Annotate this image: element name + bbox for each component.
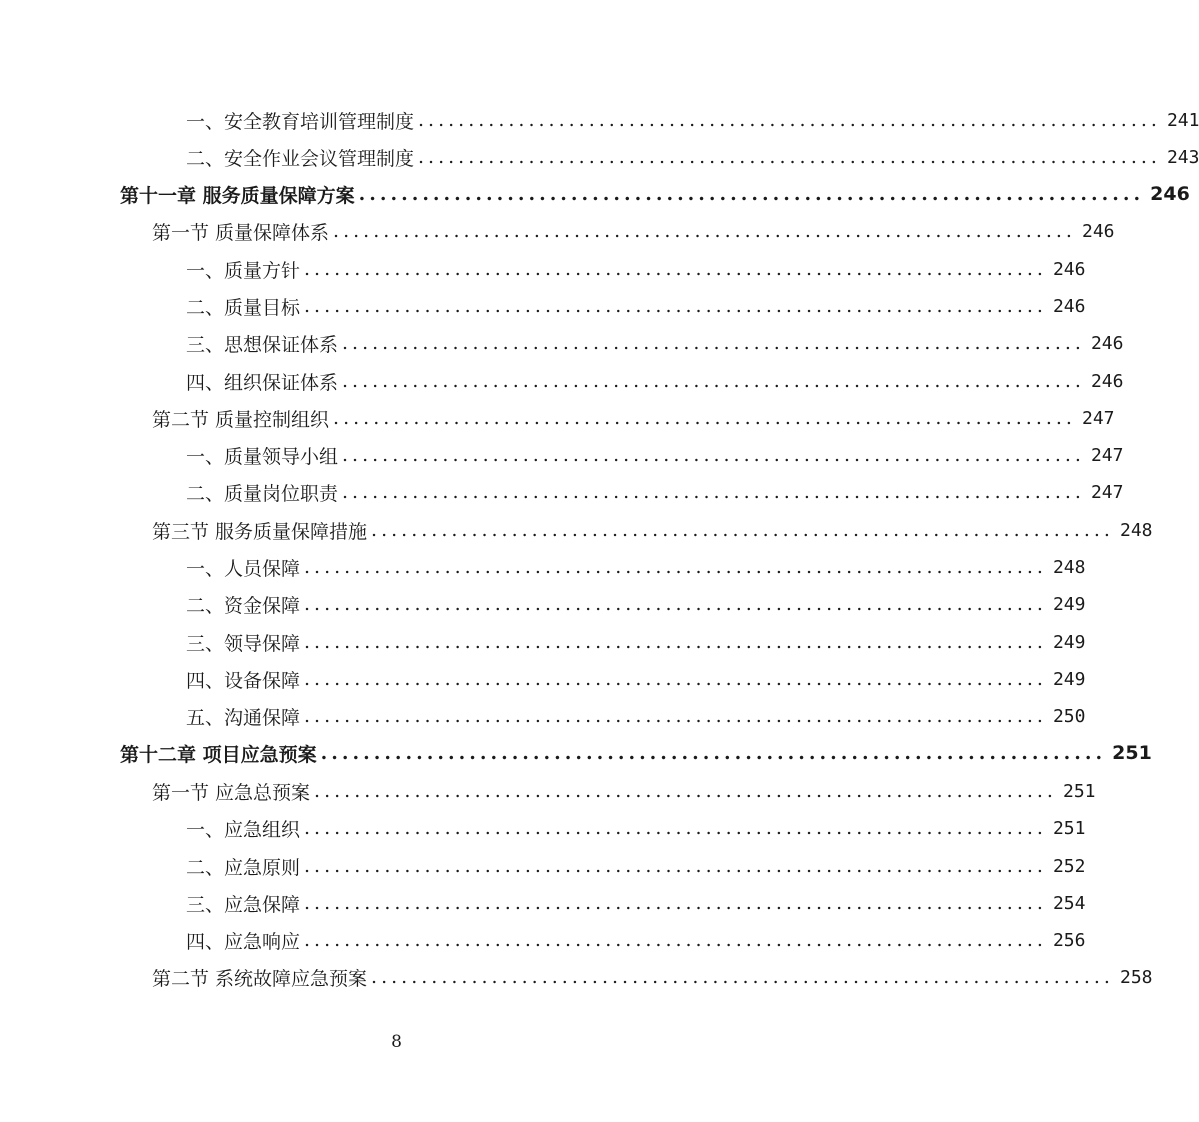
toc-entry-page: 251 xyxy=(1112,742,1152,764)
toc-chapter-entry[interactable] xyxy=(120,738,1152,768)
toc-entry-page: 248 xyxy=(1052,556,1086,578)
dot-leader: .......................................................................... xyxy=(304,258,1047,280)
toc-entry-label: 第十一章 服务质量保障方案 xyxy=(120,184,355,207)
toc-entry-page: 256 xyxy=(1052,929,1086,951)
toc-entry-label: 第一节 质量保障体系 xyxy=(152,221,330,244)
dot-leader: .......................................................................... xyxy=(418,109,1161,131)
dot-leader: .......................................................................... xyxy=(371,519,1114,541)
toc-entry-label: 第二节 系统故障应急预案 xyxy=(152,967,368,990)
toc-entry[interactable] xyxy=(186,477,1124,507)
toc-entry[interactable] xyxy=(186,888,1086,918)
toc-entry-label: 一、安全教育培训管理制度 xyxy=(186,110,415,133)
toc-entry-page: 258 xyxy=(1119,966,1153,988)
toc-entry-page: 241 xyxy=(1166,109,1199,131)
toc-entry-label: 第二节 质量控制组织 xyxy=(152,408,330,431)
toc-entry-label: 二、质量岗位职责 xyxy=(186,482,339,505)
toc-entry-page: 247 xyxy=(1090,481,1124,503)
dot-leader: .......................................................................... xyxy=(304,929,1047,951)
page-number: 8 xyxy=(391,1032,402,1052)
toc-section-entry[interactable] xyxy=(152,962,1153,992)
toc-entry[interactable] xyxy=(186,142,1199,172)
toc-entry[interactable] xyxy=(186,627,1086,657)
toc-entry-label: 一、质量方针 xyxy=(186,259,301,282)
toc-entry-label: 一、质量领导小组 xyxy=(186,445,339,468)
toc-entry-page: 252 xyxy=(1052,855,1086,877)
dot-leader: .......................................................................... xyxy=(304,705,1047,727)
toc-entry-page: 247 xyxy=(1090,444,1124,466)
toc-entry-page: 243 xyxy=(1166,146,1199,168)
toc-entry-page: 247 xyxy=(1081,407,1115,429)
dot-leader: .......................................................................... xyxy=(304,817,1047,839)
toc-entry-label: 二、应急原则 xyxy=(186,856,301,879)
dot-leader: .......................................................................... xyxy=(333,220,1076,242)
dot-leader: .......................................................................... xyxy=(304,892,1047,914)
dot-leader: .......................................................................... xyxy=(418,146,1161,168)
dot-leader: .......................................................................... xyxy=(304,668,1047,690)
toc-section-entry[interactable] xyxy=(152,216,1115,246)
dot-leader: .......................................................................... xyxy=(304,855,1047,877)
toc-entry-label: 一、应急组织 xyxy=(186,818,301,841)
toc-section-entry[interactable] xyxy=(152,776,1096,806)
toc-entry-page: 249 xyxy=(1052,593,1086,615)
toc-entry-page: 254 xyxy=(1052,892,1086,914)
toc-entry-label: 第十二章 项目应急预案 xyxy=(120,743,317,766)
toc-entry-page: 250 xyxy=(1052,705,1086,727)
toc-entry-label: 一、人员保障 xyxy=(186,557,301,580)
toc-entry[interactable] xyxy=(186,552,1086,582)
toc-entry-label: 第一节 应急总预案 xyxy=(152,781,311,804)
toc-entry-page: 251 xyxy=(1062,780,1096,802)
dot-leader: .......................................................................... xyxy=(333,407,1076,429)
toc-entry-label: 三、思想保证体系 xyxy=(186,333,339,356)
toc-entry[interactable] xyxy=(186,328,1124,358)
toc-entry[interactable] xyxy=(186,105,1199,135)
dot-leader: .......................................................................... xyxy=(314,780,1057,802)
toc-entry-label: 四、设备保障 xyxy=(186,669,301,692)
toc-entry-label: 二、资金保障 xyxy=(186,594,301,617)
toc-entry[interactable] xyxy=(186,589,1086,619)
toc-entry-label: 第三节 服务质量保障措施 xyxy=(152,520,368,543)
dot-leader: .......................................................................... xyxy=(342,332,1085,354)
toc-entry[interactable] xyxy=(186,851,1086,881)
toc-entry[interactable] xyxy=(186,701,1086,731)
toc-entry-page: 246 xyxy=(1090,370,1124,392)
toc-entry-label: 四、应急响应 xyxy=(186,930,301,953)
dot-leader: .......................................................................... xyxy=(342,370,1085,392)
toc-entry-page: 246 xyxy=(1150,183,1190,205)
toc-chapter-entry[interactable] xyxy=(120,179,1190,209)
toc-entry[interactable] xyxy=(186,366,1124,396)
toc-section-entry[interactable] xyxy=(152,515,1153,545)
dot-leader: .......................................................................... xyxy=(304,556,1047,578)
toc-entry-label: 三、应急保障 xyxy=(186,893,301,916)
dot-leader: .......................................................................... xyxy=(358,183,1145,205)
toc-entry-label: 三、领导保障 xyxy=(186,632,301,655)
dot-leader: .......................................................................... xyxy=(342,444,1085,466)
dot-leader: .......................................................................... xyxy=(342,481,1085,503)
toc-entry[interactable] xyxy=(186,813,1086,843)
dot-leader: .......................................................................... xyxy=(320,742,1107,764)
toc-entry-page: 248 xyxy=(1119,519,1153,541)
dot-leader: .......................................................................... xyxy=(304,593,1047,615)
toc-entry-page: 251 xyxy=(1052,817,1086,839)
toc-entry[interactable] xyxy=(186,254,1086,284)
toc-entry-label: 二、安全作业会议管理制度 xyxy=(186,147,415,170)
toc-entry-page: 249 xyxy=(1052,668,1086,690)
toc-entry-label: 二、质量目标 xyxy=(186,296,301,319)
toc-entry-page: 246 xyxy=(1052,295,1086,317)
dot-leader: .......................................................................... xyxy=(304,631,1047,653)
toc-entry[interactable] xyxy=(186,664,1086,694)
toc-section-entry[interactable] xyxy=(152,403,1115,433)
toc-entry-page: 246 xyxy=(1090,332,1124,354)
toc-entry-page: 246 xyxy=(1081,220,1115,242)
toc-entry[interactable] xyxy=(186,440,1124,470)
toc-entry-page: 249 xyxy=(1052,631,1086,653)
toc-entry[interactable] xyxy=(186,925,1086,955)
dot-leader: .......................................................................... xyxy=(371,966,1114,988)
dot-leader: .......................................................................... xyxy=(304,295,1047,317)
toc-entry-page: 246 xyxy=(1052,258,1086,280)
toc-entry[interactable] xyxy=(186,291,1086,321)
toc-entry-label: 四、组织保证体系 xyxy=(186,371,339,394)
toc-entry-label: 五、沟通保障 xyxy=(186,706,301,729)
